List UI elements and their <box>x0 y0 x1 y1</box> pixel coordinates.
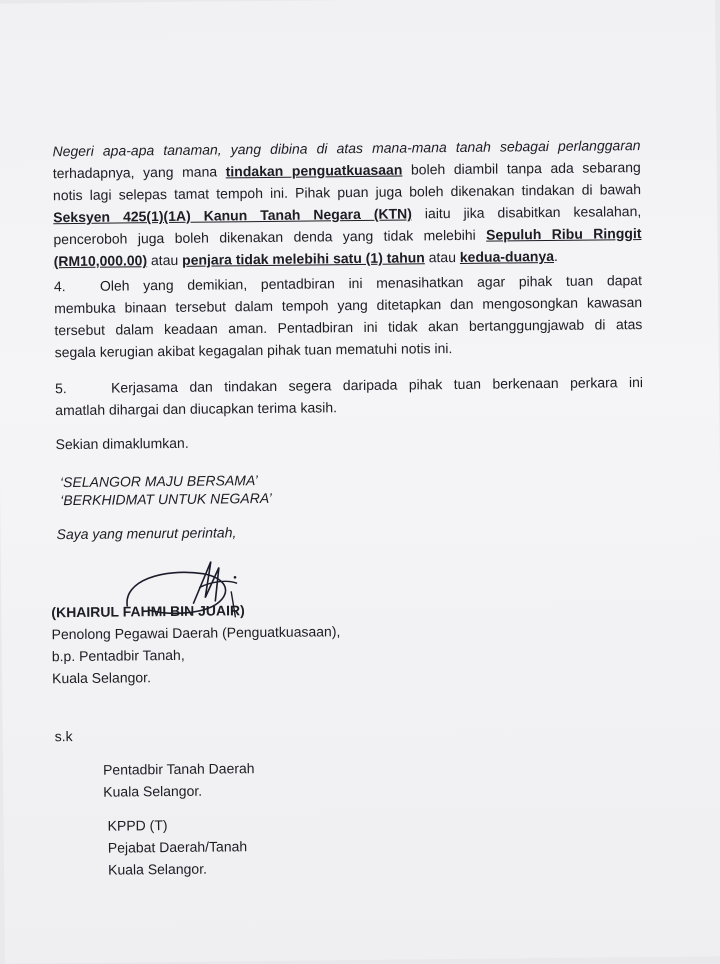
motto-2: ‘BERKHIDMAT UNTUK NEGARA’ <box>60 489 272 509</box>
para-top-l4-b: iaitu jika disabitkan kesalahan, <box>424 203 642 222</box>
paragraph-4 <box>54 269 643 363</box>
sk-recipient-1 <box>103 755 503 803</box>
para-5-line-2: amatlah dihargai dan diucapkan terima kasih. <box>55 399 338 419</box>
para-top-l6-f: . <box>553 247 558 264</box>
sk-recipient-1-line-1: Pentadbir Tanah Daerah <box>102 760 255 778</box>
para-4-line-2: membuka binaan tersebut dalam tempoh yang ditetapkan dan mengosongkan kawasan <box>54 294 643 317</box>
sk-recipient-1-line-2: Kuala Selangor. <box>103 782 203 800</box>
signatory-bp: b.p. Pentadbir Tanah, <box>51 646 185 665</box>
sk-label: s.k <box>54 728 73 745</box>
para-4-line-4: segala kerugian akibat kegagalan pihak tuan mematuhi notis ini. <box>54 340 453 361</box>
para-top-line-3: notis lagi selepas tamat tempoh ini. Pihak puan juga boleh dikenakan tindakan di bawah <box>52 181 642 204</box>
signatory-name: (KHAIRUL FAHMI BIN JUAIR) <box>51 602 245 621</box>
para-top-l5-a: penceroboh juga boleh dikenakan denda yang tidak melebihi <box>53 226 476 248</box>
para-4-l1-text: Oleh yang demikian, pentadbiran ini menasihatkan agar pihak tuan dapat <box>99 272 643 294</box>
paragraph-top <box>52 134 641 272</box>
para-4-number: 4. <box>53 278 66 295</box>
sk-recipient-2 <box>107 810 508 880</box>
para-top-l2-c: boleh diambil tanpa ada sebarang <box>410 159 641 178</box>
fine-amount-emphasis: Sepuluh Ribu Ringgit <box>486 225 642 243</box>
both-emphasis: kedua-duanya <box>459 247 555 265</box>
para-top-l6-d: atau <box>428 248 457 266</box>
signatory-place: Kuala Selangor. <box>51 669 151 687</box>
closing-line: Sekian dimaklumkan. <box>55 434 189 453</box>
prison-term-emphasis: penjara tidak melebihi satu (1) tahun <box>182 249 425 268</box>
para-5-number: 5. <box>54 380 67 397</box>
para-4-line-3: tersebut dalam keadaan aman. Pentadbiran ini tidak akan bertanggungjawab di atas <box>54 316 643 339</box>
sk-recipient-2-line-2: Pejabat Daerah/Tanah <box>107 838 248 856</box>
section-reference-emphasis: Seksyen 425(1)(1A) Kanun Tanah Negara (KTN) <box>53 205 412 226</box>
fine-figure-emphasis: (RM10,000.00) <box>53 252 148 270</box>
signatory-title: Penolong Pegawai Daerah (Penguatkuasaan), <box>51 623 341 643</box>
para-5-l1-text: Kerjasama dan tindakan segera daripada pihak tuan berkenaan perkara ini <box>110 374 644 396</box>
paragraph-5 <box>55 371 643 421</box>
para-top-l2-a: terhadapnya, yang mana <box>52 163 218 182</box>
sk-recipient-2-line-3: Kuala Selangor. <box>107 860 208 878</box>
enforcement-action-emphasis: tindakan penguatkuasaan <box>225 161 403 180</box>
saya-yang-menurut-perintah: Saya yang menurut perintah, <box>56 524 237 543</box>
para-top-l6-b: atau <box>150 251 179 269</box>
motto-1: ‘SELANGOR MAJU BERSAMA’ <box>59 472 258 491</box>
para-top-line-1: Negeri apa-apa tanaman, yang dibina di atas mana-mana tanah sebagai perlanggaran <box>52 137 641 160</box>
sk-recipient-2-line-1: KPPD (T) <box>107 817 168 834</box>
